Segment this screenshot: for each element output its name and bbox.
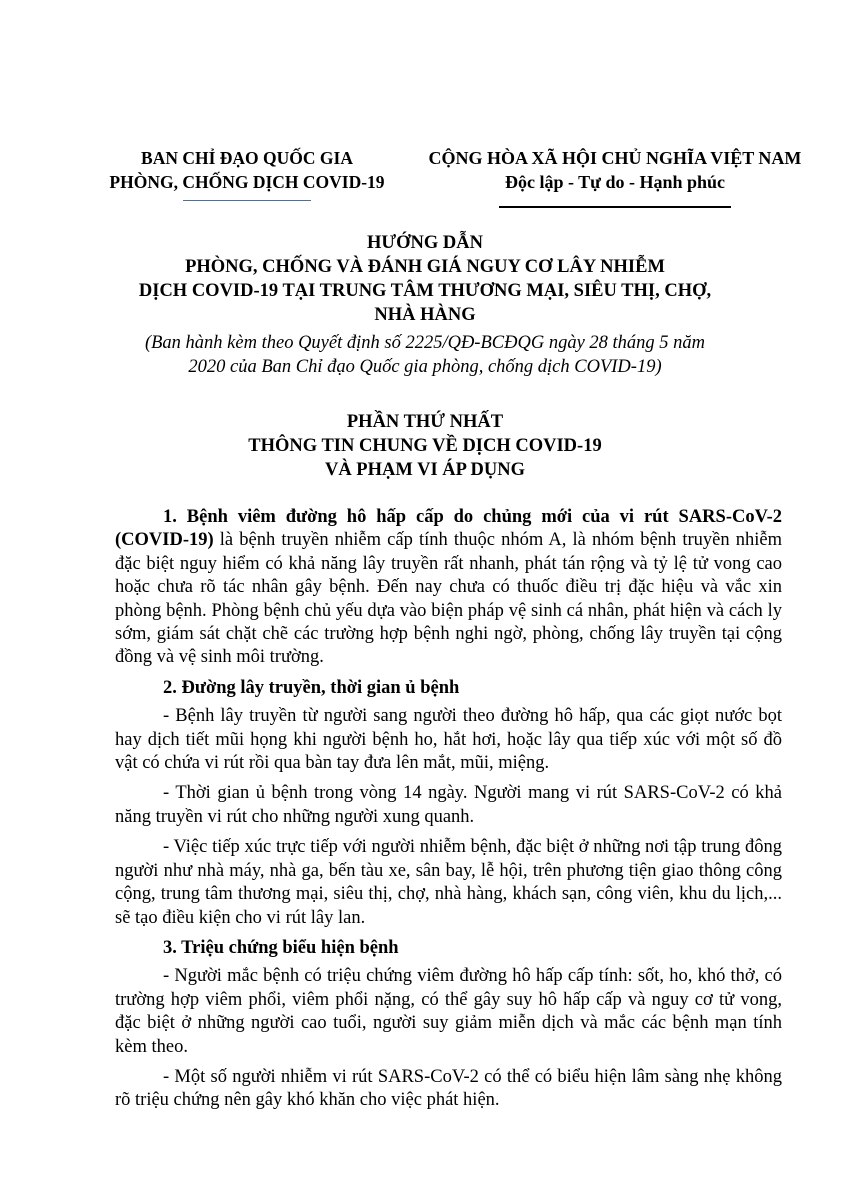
document-title	[110, 231, 740, 327]
subtitle-line-1: (Ban hành kèm theo Quyết định số 2225/QĐ-BCĐQG ngày 28 tháng 5 năm	[144, 333, 706, 353]
section-2-paragraph-2: - Thời gian ủ bệnh trong vòng 14 ngày. Người mang vi rút SARS-CoV-2 có khả năng truyền vi rút cho những người xung quanh.	[115, 783, 782, 827]
section-2-paragraph-1: - Bệnh lây truyền từ người sang người theo đường hô hấp, qua các giọt nước bọt hay dịch tiết mũi họng khi người bệnh ho, hắt hơi, hoặc lây qua tiếp xúc với một số đồ vật có chứa vi rút rồi qua bàn tay đưa lên mắt, mũi, miệng.	[115, 706, 782, 774]
issuing-agency-header	[97, 146, 397, 201]
section-2-heading: 2. Đường lây truyền, thời gian ủ bệnh	[163, 677, 460, 698]
section-1-heading: 1. Bệnh viêm đường hô hấp cấp do chủng mới của vi rút SARS-CoV-2 (COVID-19)	[115, 507, 782, 551]
national-title: CỘNG HÒA XÃ HỘI CHỦ NGHĨA VIỆT NAM	[428, 148, 802, 168]
agency-underline	[183, 200, 311, 201]
title-line-4: NHÀ HÀNG	[374, 305, 476, 325]
title-line-3: DỊCH COVID-19 TẠI TRUNG TÂM THƯƠNG MẠI, SIÊU THỊ, CHỢ,	[138, 281, 712, 301]
part-line-1: PHẦN THỨ NHẤT	[346, 412, 504, 432]
part-line-2: THÔNG TIN CHUNG VỀ DỊCH COVID-19	[248, 436, 602, 456]
title-line-1: HƯỚNG DẪN	[367, 233, 483, 253]
national-motto: Độc lập - Tự do - Hạnh phúc	[504, 172, 726, 192]
national-header	[400, 146, 830, 208]
agency-line-1: BAN CHỈ ĐẠO QUỐC GIA	[141, 148, 353, 168]
section-3-heading: 3. Triệu chứng biểu hiện bệnh	[163, 937, 399, 958]
section-2-paragraph-3: - Việc tiếp xúc trực tiếp với người nhiễm bệnh, đặc biệt ở những nơi tập trung đông người như nhà máy, nhà ga, bến tàu xe, sân bay, lễ hội, trên phương tiện giao thông công cộng, trung tâm thương mại, siêu thị, chợ, nhà hàng, khách sạn, công viên, khu du lịch,... sẽ tạo điều kiện cho vi rút lây lan.	[115, 837, 782, 928]
document-body	[115, 506, 782, 1120]
part-line-3: VÀ PHẠM VI ÁP DỤNG	[324, 460, 526, 480]
section-1-paragraph	[115, 506, 782, 670]
document-subtitle	[120, 331, 730, 379]
section-3-paragraph-2: - Một số người nhiễm vi rút SARS-CoV-2 có thể có biểu hiện lâm sàng nhẹ không rõ triệu chứng nên gây khó khăn cho việc phát hiện.	[115, 1066, 782, 1111]
agency-line-2: PHÒNG, CHỐNG DỊCH COVID-19	[109, 172, 385, 192]
section-3-paragraph-1: - Người mắc bệnh có triệu chứng viêm đường hô hấp cấp tính: sốt, ho, khó thở, có trường hợp viêm phổi, viêm phổi nặng, có thể gây suy hô hấp cấp và nguy cơ tử vong, đặc biệt ở những người cao tuổi, người suy giảm miễn dịch và mắc các bệnh mạn tính kèm theo.	[115, 966, 782, 1057]
part-heading	[110, 410, 740, 482]
section-1-text: là bệnh truyền nhiễm cấp tính thuộc nhóm A, là nhóm bệnh truyền nhiễm đặc biệt nguy hiểm có khả năng lây truyền rất nhanh, phát tán rộng và tỷ lệ tử vong cao hoặc chưa rõ tác nhân gây bệnh. Đến nay chưa có thuốc điều trị đặc hiệu và vắc xin phòng bệnh. Phòng bệnh chủ yếu dựa vào biện pháp vệ sinh cá nhân, phát hiện và cách ly sớm, giám sát chặt chẽ các trường hợp bệnh nghi ngờ, phòng, chống lây truyền tại cộng đồng và vệ sinh môi trường.	[115, 530, 782, 668]
subtitle-line-2: 2020 của Ban Chỉ đạo Quốc gia phòng, chống dịch COVID-19)	[188, 357, 662, 377]
motto-underline	[499, 206, 731, 208]
title-line-2: PHÒNG, CHỐNG VÀ ĐÁNH GIÁ NGUY CƠ LÂY NHIỄM	[185, 257, 665, 277]
